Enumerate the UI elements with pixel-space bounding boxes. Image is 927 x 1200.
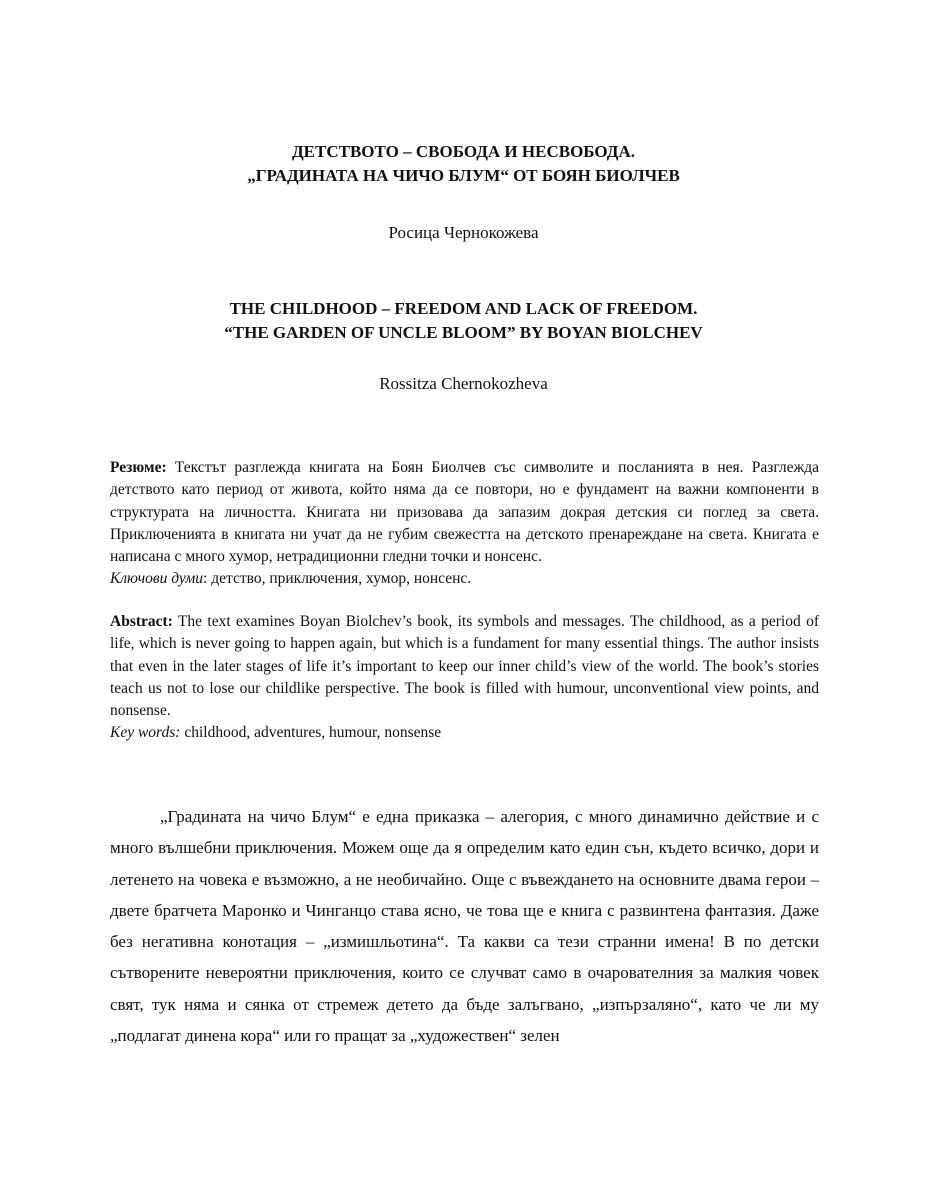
keywords-english <box>110 722 819 744</box>
title-bulgarian-line-1: ДЕТСТВОТО – СВОБОДА И НЕСВОБОДА. <box>291 142 636 161</box>
title-bulgarian-line-2: „ГРАДИНАТА НА ЧИЧО БЛУМ“ ОТ БОЯН БИОЛЧЕВ <box>247 166 680 185</box>
title-english-line-2: “THE GARDEN OF UNCLE BLOOM” BY BOYAN BIOLCHEV <box>224 323 703 342</box>
abstract-bulgarian-text: Текстът разглежда книгата на Боян Биолчев със символите и посланията в нея. Разглежда детството като период от живота, който няма да се повтори, но е фундамент на важни компоненти в структурата на личността. Книгата ни призовава да запазим докрая детския си поглед за света. Приключенията в книгата ни учат да не губим свежестта на детското пренареждане на света. Книгата е написана с много хумор, нетрадиционни гледни точки и нонсенс. <box>110 459 819 566</box>
abstract-bulgarian-label: Резюме: <box>110 459 167 476</box>
title-bulgarian <box>110 140 817 188</box>
abstract-english-text: The text examines Boyan Biolchev’s book, its symbols and messages. The childhood, as a period of life, which is never going to happen again, but which is a fundament for many essential things. The author insists that even in the later stages of life it’s important to keep our inner child’s view of the world. The book’s stories teach us not to lose our childlike perspective. The book is filled with humour, unconventional view points, and nonsense. <box>110 613 819 720</box>
author-english: Rossitza Chernokozheva <box>379 374 548 393</box>
keywords-bulgarian-label: Ключови думи <box>110 570 204 588</box>
keywords-english-text: childhood, adventures, humour, nonsense <box>180 724 442 742</box>
title-english-line-1: THE CHILDHOOD – FREEDOM AND LACK OF FREEDOM. <box>229 299 698 318</box>
abstract-bulgarian <box>110 457 819 591</box>
author-bulgarian: Росица Чернокожева <box>388 223 539 242</box>
abstract-english-label: Abstract: <box>110 613 173 630</box>
keywords-bulgarian-text: : детство, приключения, хумор, нонсенс. <box>203 570 472 588</box>
body-paragraph: „Градината на чичо Блум“ е една приказка – алегория, с много динамично действие и с много вълшебни приключения. Можем още да я определим като един сън, където всичко, дори и летенето на човека е възможно, а не необичайно. Още с въвеждането на основните двама герои – двете братчета Маронко и Чинганцо става ясно, че това ще е книга с развинтена фантазия. Даже без негативна конотация – „измишльотина“. Та какви са тези странни имена! В по детски сътворените невероятни приключения, които се случват само в очарователния за малкия човек свят, тук няма и сянка от стремеж детето да бъде залъгвано, „изпързаляно“, като че ли му „подлагат динена кора“ или го пращат за „художествен“ зелен <box>110 807 819 1046</box>
title-english <box>110 297 817 345</box>
keywords-english-label: Key words: <box>110 724 181 742</box>
abstract-english <box>110 611 819 745</box>
keywords-bulgarian <box>110 568 819 590</box>
